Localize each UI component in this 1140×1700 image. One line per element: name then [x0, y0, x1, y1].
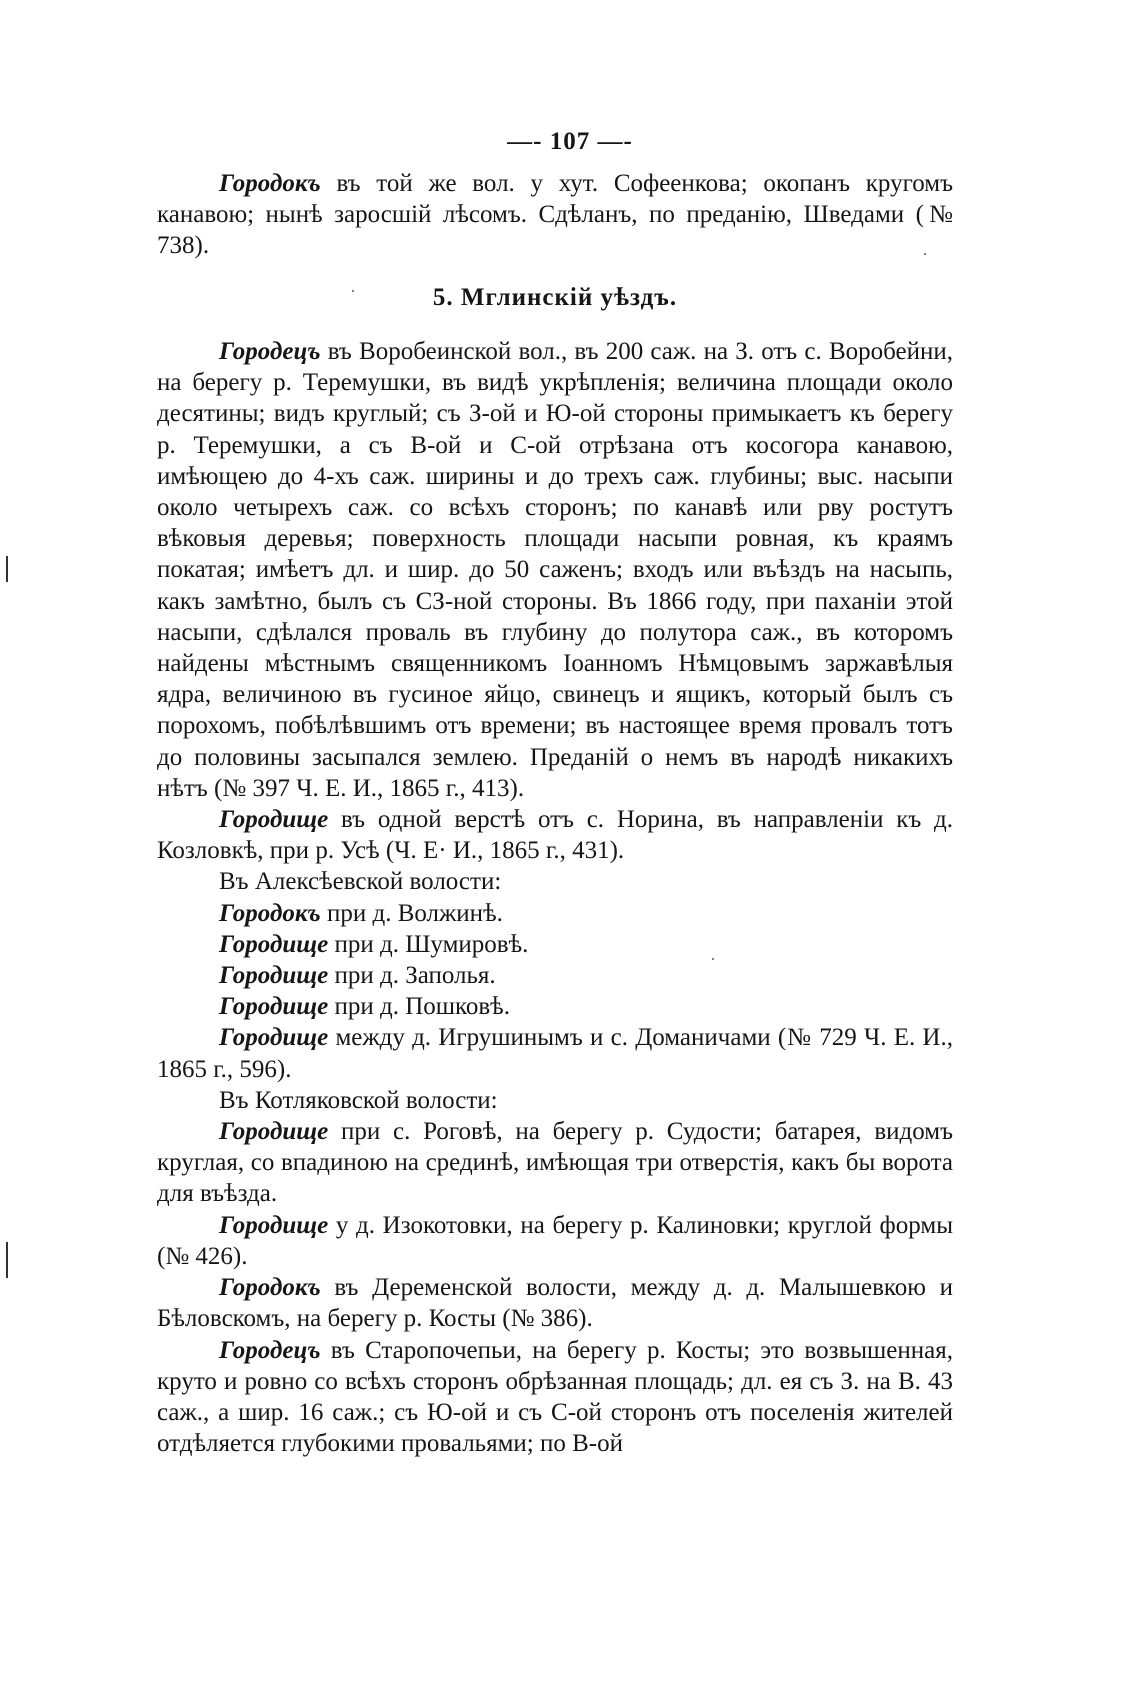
paragraph-gorodets-staropochepye	[157, 1335, 953, 1460]
entry-text: въ Воробеинской вол., въ 200 саж. на З. отъ с. Воробейни, на берегу р. Теремушки, въ видѣ укрѣпленія; величина площади около десятины; видъ круглый; съ З-ой и Ю-ой стороны примыкаетъ къ берегу р. Теремушки, а съ В-ой и С-ой отрѣзана отъ косогора канавою, имѣющею до 4-хъ саж. ширины и до трехъ саж. глубины; выс. насыпи около четырехъ саж. со всѣхъ сторонъ; по канавѣ или рву ростутъ вѣковыя деревья; поверхность площади насыпи ровная, къ краямъ покатая; имѣетъ дл. и шир. до 50 саженъ; входъ или въѣздъ на насыпь, какъ замѣтно, былъ съ СЗ-ной стороны. Въ 1866 году, при паханіи этой насыпи, сдѣлался проваль въ глубину до полутора саж., въ которомъ найдены мѣстнымъ священникомъ Іоанномъ Нѣмцовымъ заржавѣлыя ядра, величиною въ гусиное яйцо, свинецъ и ящикъ, который былъ съ порохомъ, побѣлѣвшимъ отъ времени; въ настоящее время провалъ тотъ до половины засыпался землею. Преданій о немъ въ народѣ никакихъ нѣтъ (№ 397 Ч. Е. И., 1865 г., 413).	[157, 338, 953, 802]
entry-term: Городецъ	[219, 1336, 321, 1364]
entry-text: въ одной верстѣ отъ с. Норина, въ направленіи къ д. Козловкѣ, при р. Усѣ (Ч. Е· И., 1865 г., 431).	[157, 806, 953, 865]
scan-edge-mark	[6, 556, 8, 582]
section-heading-block	[157, 282, 953, 313]
entry-term: Городокъ	[219, 170, 321, 197]
scan-speck	[924, 253, 926, 255]
entry-text: при д. Волжинѣ.	[320, 899, 503, 927]
entry-term: Городище	[219, 993, 329, 1021]
entry-text: Въ Котляковской волости:	[219, 1086, 498, 1114]
paragraph-kotlyakovskaya-volost	[157, 1085, 953, 1116]
scan-edge-mark	[6, 1242, 8, 1278]
entry-term: Городище	[219, 1211, 329, 1239]
paragraph-gorodok-volzhin	[157, 898, 953, 929]
entry-term: Городище	[219, 806, 329, 834]
paragraph-gorodishche-zapolya	[157, 960, 953, 991]
entry-text: у д. Изокотовки, на берегу р. Калиновки; круглой формы (№ 426).	[157, 1211, 953, 1270]
paragraph-gorodets-vorobeinskaya	[157, 336, 953, 804]
entry-text: въ той же вол. у хут. Софеенкова; окопанъ кругомъ канавою; нынѣ заросшій лѣсомъ. Сдѣланъ, по преданію, Шведами (№ 738).	[157, 170, 953, 260]
entry-text: при д. Шумировѣ.	[328, 930, 529, 958]
page-number: —- 107 —-	[507, 128, 633, 155]
scan-speck	[352, 290, 354, 292]
entry-term: Городище	[219, 1024, 329, 1052]
section-title: 5. Мглинскій уѣздъ.	[432, 284, 678, 311]
entry-term: Городище	[219, 930, 329, 958]
paragraph-gorodishche-shumirov	[157, 929, 953, 960]
entry-text: въ Деременской волости, между д. д. Малышевкою и Бѣловскомъ, на берегу р. Косты (№ 386).	[157, 1274, 953, 1333]
paragraph-gorodok-sofeenkova	[157, 168, 953, 262]
entry-term: Городецъ	[219, 338, 321, 365]
entry-text: Въ Алексѣевской волости:	[219, 868, 502, 896]
text-block-main	[157, 336, 953, 1459]
paragraph-gorodishche-norina	[157, 804, 953, 866]
paragraph-gorodok-deremenskaya	[157, 1272, 953, 1334]
entry-text: при с. Роговѣ, на берегу р. Судости; батарея, видомъ круглая, со впадиною на срединѣ, имѣющая три отверстія, какъ бы ворота для въѣзда.	[157, 1118, 953, 1208]
paragraph-gorodishche-poshkov	[157, 991, 953, 1022]
entry-text: при д. Пошковѣ.	[328, 993, 511, 1021]
paragraph-gorodishche-rogov	[157, 1116, 953, 1210]
scan-speck	[712, 958, 714, 960]
entry-text: между д. Игрушинымъ и с. Доманичами (№ 729 Ч. Е. И., 1865 г., 596).	[157, 1024, 953, 1083]
entry-text: при д. Заполья.	[328, 962, 496, 990]
entry-term: Городище	[219, 1118, 329, 1146]
text-block-top	[157, 168, 953, 262]
paragraph-alekseevskaya-volost	[157, 866, 953, 897]
entry-term: Городокъ	[219, 1274, 321, 1302]
entry-text: въ Старопочепьи, на берегу р. Косты; это возвышенная, круто и ровно со всѣхъ сторонъ обрѣзанная площадь; дл. ея съ З. на В. 43 саж., а шир. 16 саж.; съ Ю-ой и съ С-ой сторонъ отъ поселенія жителей отдѣляется глубокими провальями; по В-ой	[157, 1336, 953, 1458]
entry-term: Городище	[219, 962, 329, 990]
entry-term: Городокъ	[219, 899, 321, 927]
paragraph-gorodishche-izokotovka	[157, 1210, 953, 1272]
paragraph-gorodishche-igrushino	[157, 1022, 953, 1084]
